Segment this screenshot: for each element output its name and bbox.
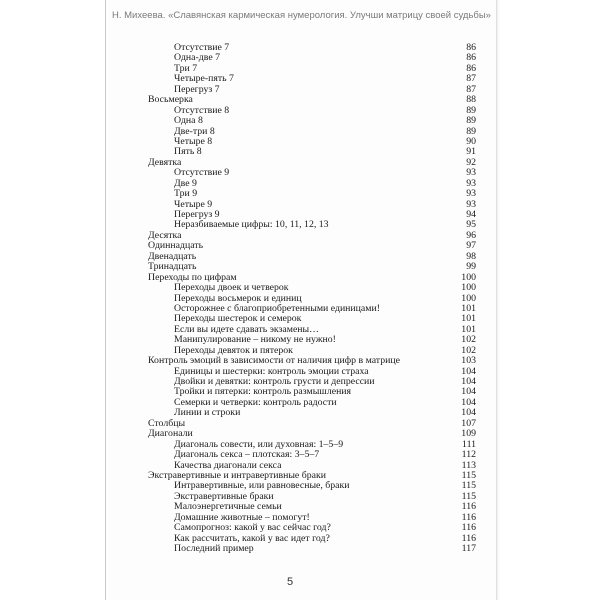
toc-entry-page: 90 <box>466 135 476 147</box>
toc-entry-title: Переходы по цифрам <box>148 271 237 283</box>
toc-entry-title: Одна-две 7 <box>174 52 221 64</box>
toc-section <box>148 450 476 460</box>
toc-entry-page: 94 <box>466 209 476 220</box>
toc-entry-title: Переходы двоек и четверок <box>174 282 289 294</box>
toc-entry-page: 117 <box>461 543 476 554</box>
toc-chapter <box>148 419 476 429</box>
toc-entry-page: 100 <box>461 292 476 304</box>
toc-entry-page: 115 <box>461 469 476 481</box>
toc-section <box>148 116 476 126</box>
toc-entry-title: Пять 8 <box>174 146 202 158</box>
toc-entry-title: Три 9 <box>174 188 198 200</box>
toc-section <box>148 523 476 533</box>
toc-entry-title: Одна 8 <box>174 115 203 127</box>
toc-entry-title: Как рассчитать, какой у вас идет год? <box>174 532 330 544</box>
toc-entry-title: Переходы шестерок и семерок <box>174 313 302 325</box>
toc-entry-page: 104 <box>461 376 476 387</box>
toc-entry-page: 116 <box>461 501 476 513</box>
toc-entry-title: Домашние животные – помогут! <box>174 511 310 523</box>
toc-section <box>148 147 476 157</box>
toc-entry-page: 86 <box>466 42 476 53</box>
toc-entry-page: 116 <box>461 532 476 544</box>
toc-entry-title: Столбцы <box>148 417 186 429</box>
toc-entry-title: Семерки и четверки: контроль радости <box>174 396 337 408</box>
toc-entry-title: Отсутствие 8 <box>174 104 230 116</box>
toc-entry-page: 97 <box>466 240 476 252</box>
page-number: 5 <box>287 576 294 588</box>
toc-section <box>148 408 476 418</box>
toc-entry-page: 89 <box>466 104 476 116</box>
toc-entry-page: 89 <box>466 125 476 137</box>
toc-entry-title: Восьмерка <box>148 94 193 106</box>
toc-chapter <box>148 356 476 366</box>
toc-entry-page: 86 <box>466 62 476 74</box>
toc-entry-page: 101 <box>461 323 476 335</box>
toc-entry-page: 107 <box>461 417 476 429</box>
toc-entry-title: Диагональ совести, или духовная: 1–5–9 <box>174 438 344 450</box>
toc-entry-page: 91 <box>466 146 476 158</box>
toc-entry-page: 115 <box>461 480 476 492</box>
toc-entry-title: Две 9 <box>174 177 197 189</box>
toc-section <box>148 283 476 293</box>
toc-entry-title: Малоэнергетичные семьи <box>174 501 282 513</box>
toc-entry-title: Качества диагонали секса <box>174 459 282 471</box>
toc-section <box>148 53 476 63</box>
toc-entry-title: Три 7 <box>174 62 198 74</box>
toc-entry-page: 111 <box>462 438 476 450</box>
toc-entry-title: Тринадцать <box>148 261 197 273</box>
toc-entry-page: 102 <box>461 344 476 356</box>
toc-section <box>148 85 476 95</box>
toc-entry-page: 88 <box>466 94 476 106</box>
toc-entry-page: 86 <box>466 52 476 64</box>
toc-entry-page: 112 <box>461 449 476 461</box>
toc-entry-title: Четыре-пять 7 <box>174 73 234 85</box>
table-of-contents <box>148 43 476 554</box>
toc-entry-title: Неразбиваемые цифры: 10, 11, 12, 13 <box>174 219 329 231</box>
toc-entry-page: 93 <box>466 177 476 189</box>
toc-chapter <box>148 252 476 262</box>
toc-entry-page: 116 <box>461 522 476 534</box>
toc-entry-page: 99 <box>466 261 476 273</box>
toc-entry-page: 101 <box>461 313 476 325</box>
toc-entry-title: Перегруз 7 <box>174 83 220 95</box>
toc-entry-page: 100 <box>461 271 476 283</box>
toc-entry-page: 92 <box>466 156 476 168</box>
toc-chapter <box>148 241 476 251</box>
toc-entry-title: Линии и строки <box>174 407 241 419</box>
toc-entry-page: 87 <box>466 83 476 95</box>
toc-section <box>148 168 476 178</box>
toc-entry-title: Интравертивные, или равновесные, браки <box>174 480 350 492</box>
toc-entry-title: Двенадцать <box>148 250 197 262</box>
toc-entry-title: Две-три 8 <box>174 125 215 137</box>
running-header: Н. Михеева. «Славянская кармическая нумерология. Улучши матрицу своей судьбы» <box>112 10 491 21</box>
toc-entry-title: Переходы восьмерок и единиц <box>174 292 302 304</box>
toc-entry-title: Самопрогноз: какой у вас сейчас год? <box>174 522 331 534</box>
toc-entry-page: 93 <box>466 188 476 200</box>
toc-entry-page: 93 <box>466 167 476 179</box>
toc-section <box>148 179 476 189</box>
toc-entry-title: Последний пример <box>174 543 254 554</box>
toc-entry-page: 116 <box>461 511 476 523</box>
toc-entry-title: Экстравертивные и интравертивные браки <box>148 469 326 481</box>
toc-entry-page: 95 <box>466 219 476 231</box>
toc-entry-page: 104 <box>461 386 476 398</box>
toc-section <box>148 189 476 199</box>
toc-entry-title: Отсутствие 7 <box>174 42 230 53</box>
toc-entry-page: 96 <box>466 229 476 241</box>
toc-entry-title: Переходы девяток и пятерок <box>174 344 293 356</box>
toc-entry-page: 104 <box>461 407 476 419</box>
toc-entry-title: Осторожнее с благоприобретенными единицами! <box>174 302 380 314</box>
toc-entry-title: Диагональ секса – плотская: 3–5–7 <box>174 449 320 461</box>
toc-entry-title: Отсутствие 9 <box>174 167 230 179</box>
toc-entry-title: Тройки и пятерки: контроль размышления <box>174 386 352 398</box>
toc-section <box>148 220 476 230</box>
toc-entry-page: 89 <box>466 115 476 127</box>
toc-entry-page: 93 <box>466 198 476 210</box>
toc-entry-title: Одиннадцать <box>148 240 204 252</box>
toc-entry-title: Диагонали <box>148 428 193 440</box>
toc-entry-title: Если вы идете сдавать экзамены… <box>174 323 319 335</box>
toc-entry-title: Двойки и девятки: контроль грусти и депрессии <box>174 376 375 387</box>
toc-entry-page: 98 <box>466 250 476 262</box>
toc-entry-title: Манипулирование – никому не нужно! <box>174 334 336 346</box>
toc-entry-page: 113 <box>461 459 476 471</box>
toc-entry-page: 109 <box>461 428 476 440</box>
toc-entry-title: Четыре 8 <box>174 135 213 147</box>
toc-entry-title: Четыре 9 <box>174 198 213 210</box>
toc-entry-page: 102 <box>461 334 476 346</box>
toc-entry-page: 87 <box>466 73 476 85</box>
toc-entry-page: 104 <box>461 365 476 377</box>
toc-entry-page: 103 <box>461 355 476 367</box>
toc-entry-title: Девятка <box>148 156 182 168</box>
toc-entry-title: Десятка <box>148 229 182 241</box>
toc-entry-page: 115 <box>461 490 476 502</box>
toc-entry-title: Перегруз 9 <box>174 209 220 220</box>
toc-entry-page: 101 <box>461 302 476 314</box>
toc-entry-title: Контроль эмоций в зависимости от наличия цифр в матрице <box>148 355 400 367</box>
toc-section <box>148 544 476 554</box>
toc-entry-page: 104 <box>461 396 476 408</box>
toc-entry-title: Экстравертивные браки <box>174 490 274 502</box>
toc-entry-title: Единицы и шестерки: контроль эмоции страха <box>174 365 369 377</box>
toc-entry-page: 100 <box>461 282 476 294</box>
